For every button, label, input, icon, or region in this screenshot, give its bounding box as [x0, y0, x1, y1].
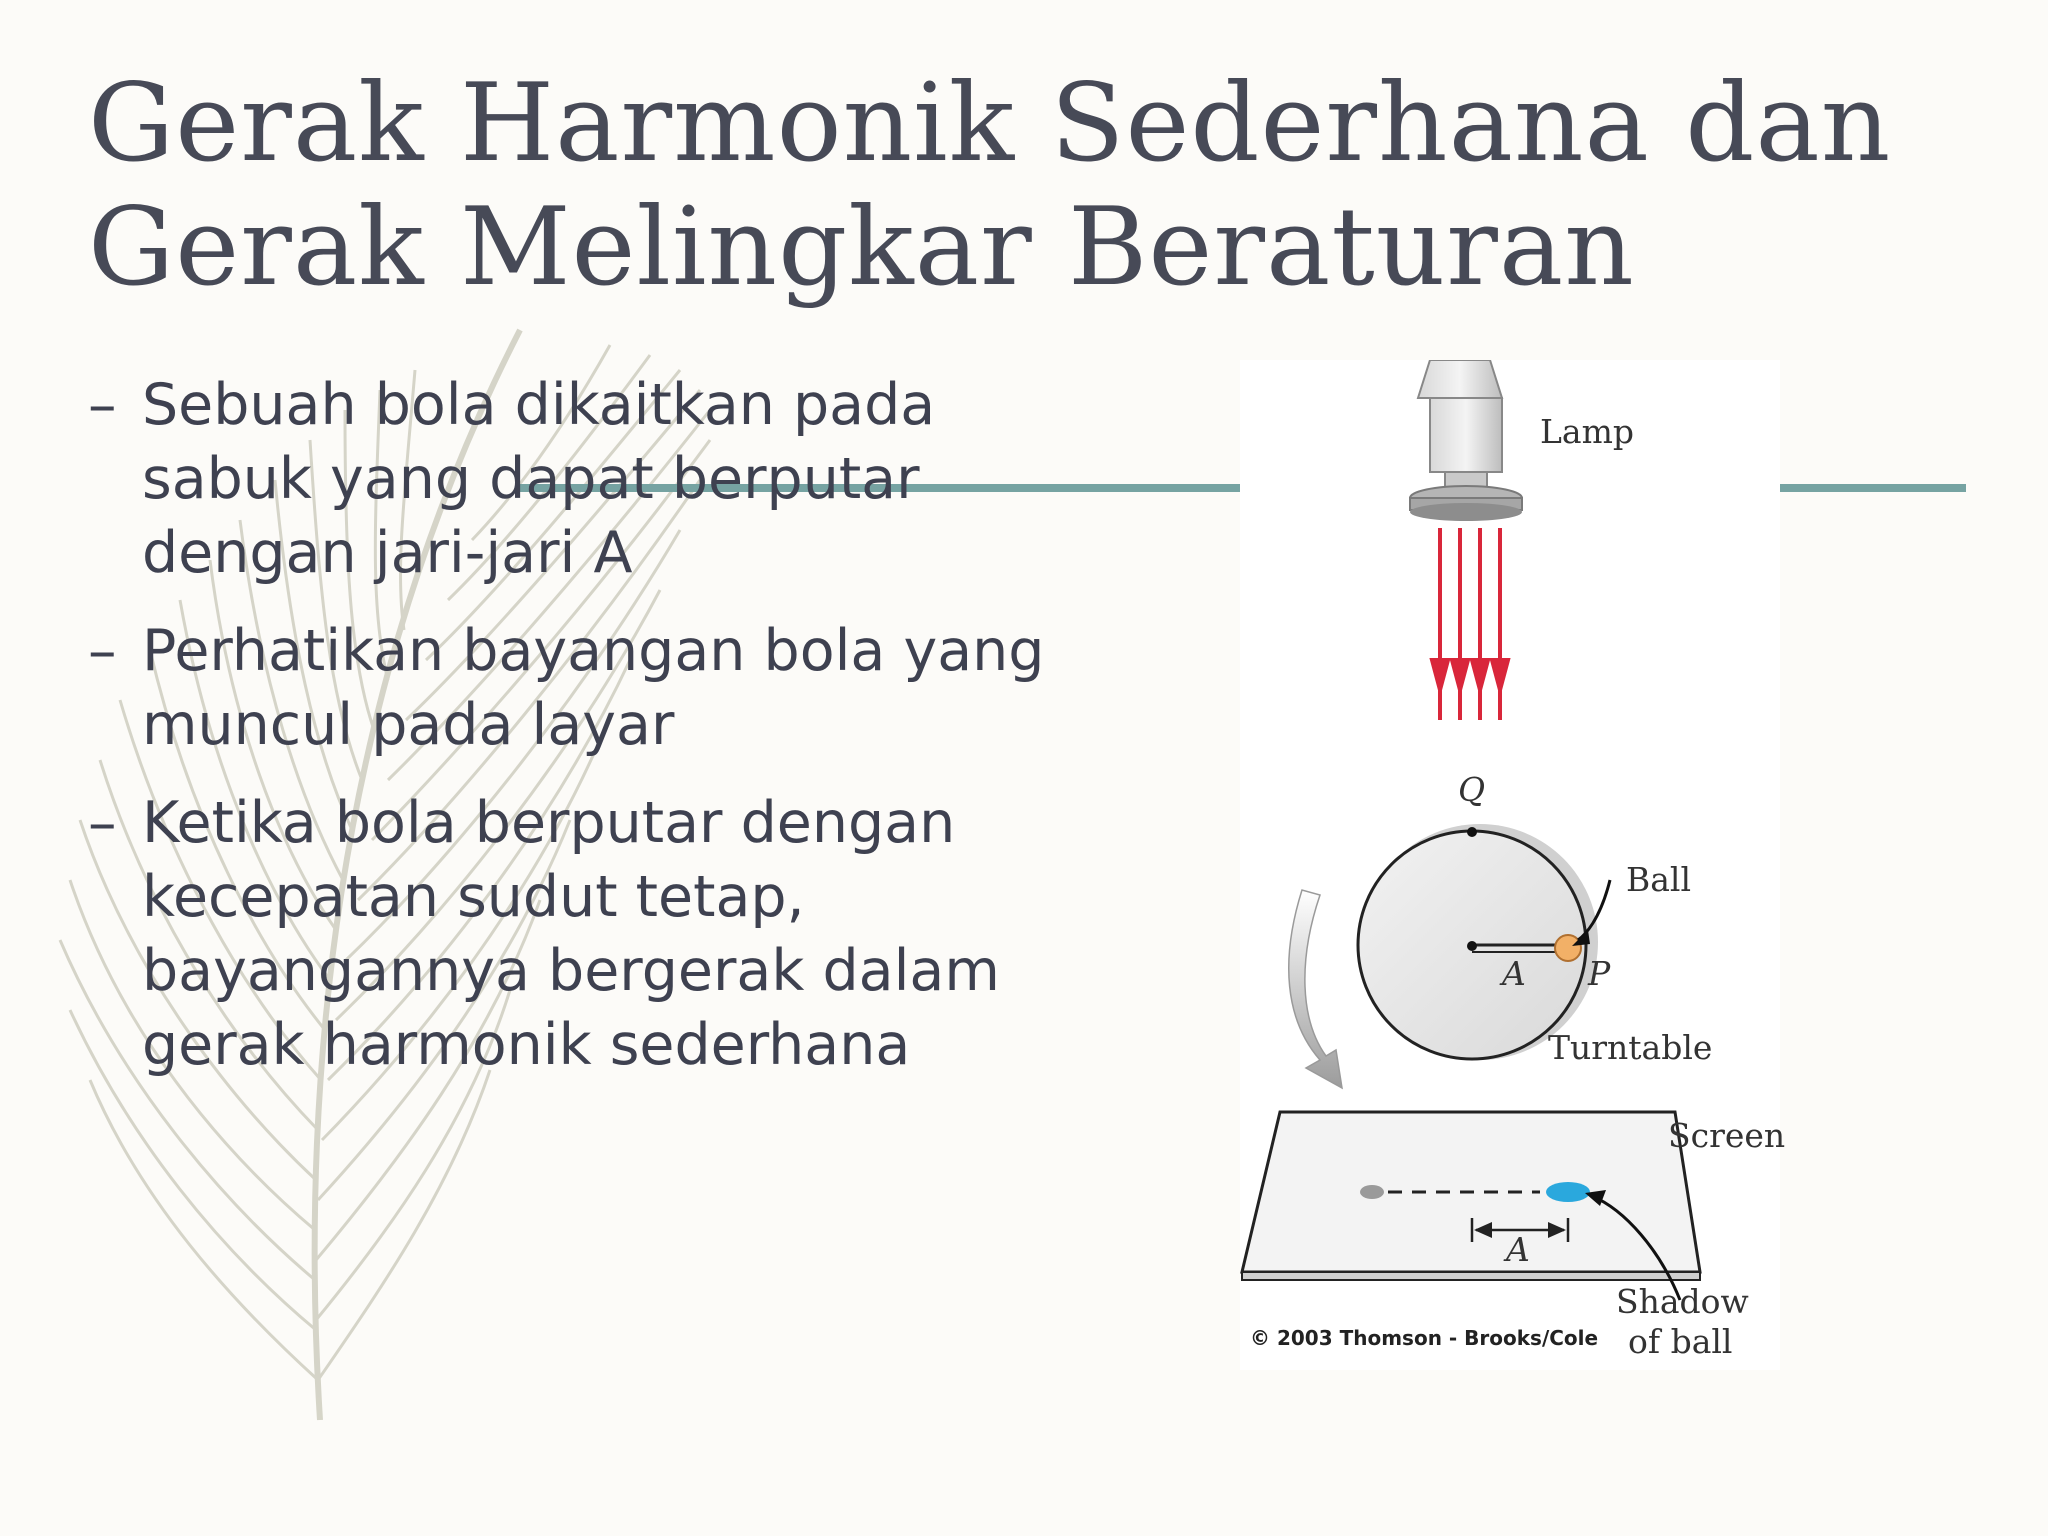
- title-line-2: Gerak Melingkar Beraturan: [88, 185, 1635, 310]
- bullet-line: bayangannya bergerak dalam: [142, 938, 1000, 1004]
- bullet-dash: –: [88, 618, 117, 684]
- bullet-item: [88, 614, 1048, 762]
- ball-label: Ball: [1626, 860, 1692, 899]
- point-p-label: P: [1588, 954, 1611, 993]
- bullet-line: dengan jari-jari A: [142, 520, 633, 586]
- point-q-label: Q: [1458, 770, 1486, 809]
- amplitude-a-label: A: [1506, 1230, 1530, 1269]
- bullet-line: muncul pada layar: [142, 692, 675, 758]
- bullet-dash: –: [88, 790, 117, 856]
- figure-credit: © 2003 Thomson - Brooks/Cole: [1250, 1326, 1599, 1350]
- screen: [1242, 1112, 1700, 1300]
- bullet-line: sabuk yang dapat berputar: [142, 446, 920, 512]
- figure-drawing: [1240, 360, 1780, 1370]
- screen-label: Screen: [1668, 1116, 1786, 1155]
- lamp-icon: [1410, 360, 1522, 521]
- shadow-label-line2: of ball: [1628, 1322, 1733, 1361]
- bullet-line: Sebuah bola dikaitkan pada: [142, 372, 936, 438]
- bullet-item: [88, 368, 1048, 590]
- bullet-line: Perhatikan bayangan bola yang: [142, 618, 1045, 684]
- bullet-line: kecepatan sudut tetap,: [142, 864, 805, 930]
- turntable-label: Turntable: [1548, 1028, 1713, 1067]
- physics-figure: [1240, 360, 1786, 1370]
- bullet-line: Ketika bola berputar dengan: [142, 790, 956, 856]
- bullet-item: [88, 786, 1048, 1082]
- bullet-list: [88, 368, 1048, 1106]
- lamp-label: Lamp: [1540, 412, 1635, 451]
- radius-a-label: A: [1502, 954, 1526, 993]
- bullet-line: gerak harmonik sederhana: [142, 1012, 911, 1078]
- turntable: [1358, 824, 1610, 1060]
- title-line-1: Gerak Harmonik Sederhana dan: [88, 61, 1892, 186]
- shadow-label-line1: Shadow: [1616, 1282, 1749, 1321]
- bullet-dash: –: [88, 372, 117, 438]
- slide-title: [88, 61, 1892, 310]
- accent-rule-right: [1780, 484, 1966, 492]
- light-beams: [1432, 528, 1508, 720]
- rotation-arrow-icon: [1289, 890, 1342, 1088]
